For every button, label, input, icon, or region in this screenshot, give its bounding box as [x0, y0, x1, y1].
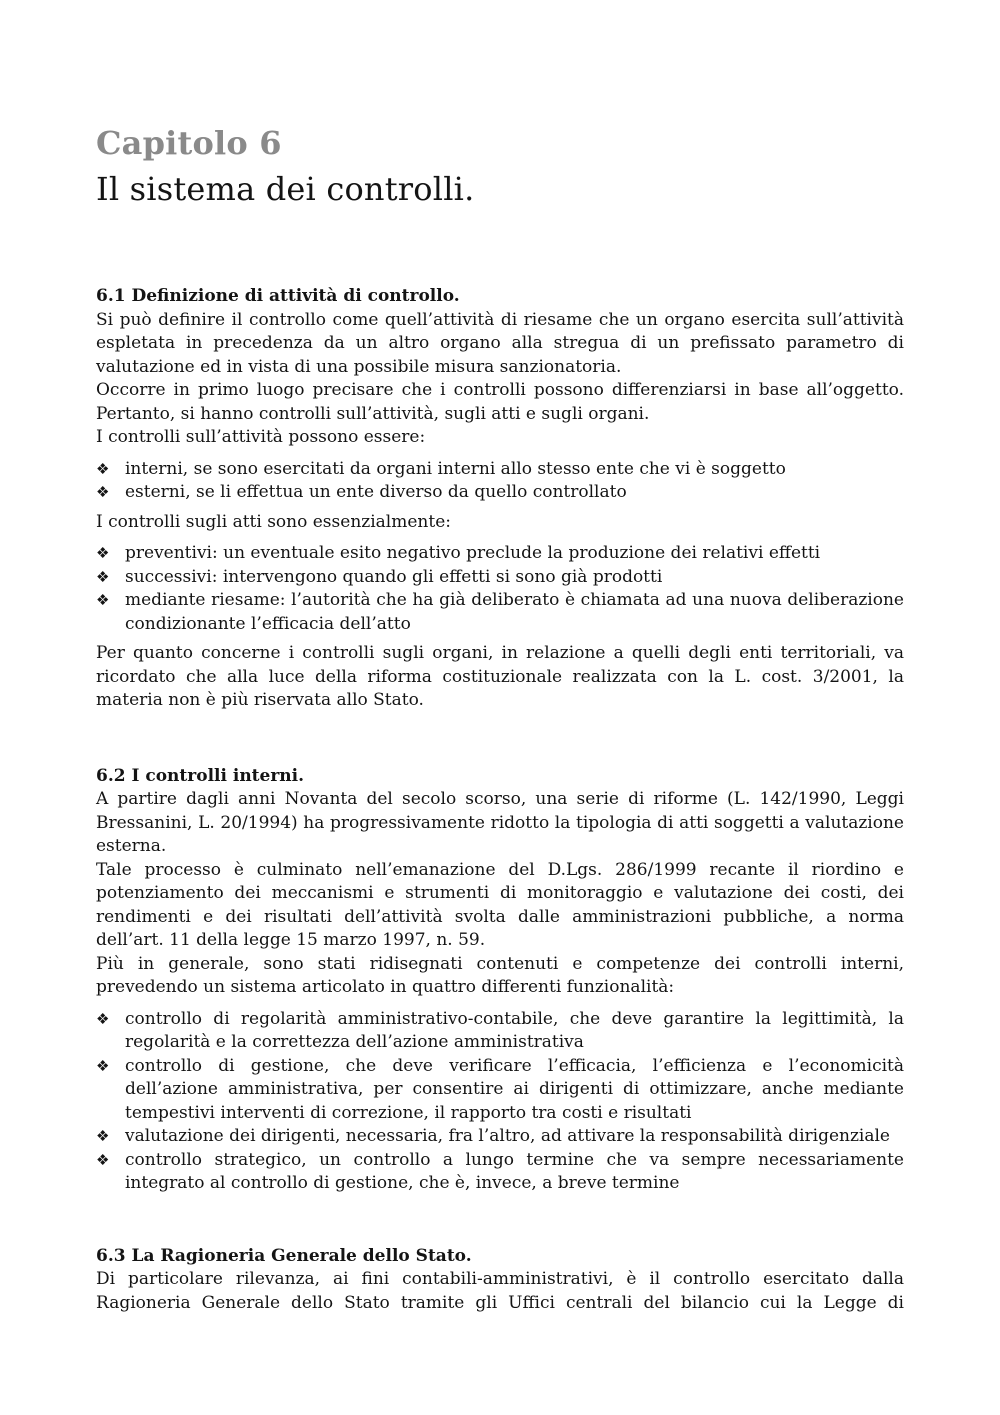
four-diamond-bullet-icon: ❖ — [96, 1150, 110, 1169]
list-item — [96, 1125, 904, 1149]
paragraph: Per quanto concerne i controlli sugli organi, in relazione a quelli degli enti territoriali, va ricordato che alla luce della riforma costituzionale realizzata con la L. cost. 3/2001, la materia non è più riservata allo Stato. — [96, 643, 904, 710]
paragraph: A partire dagli anni Novanta del secolo scorso, una serie di riforme (L. 142/1990, Leggi Bressanini, L. 20/1994) ha progressivamente ridotto la tipologia di atti soggetti a valutazione esterna. — [96, 789, 904, 856]
paragraph: I controlli sull’attività possono essere: — [96, 427, 426, 447]
chapter-label: Capitolo 6 — [96, 124, 282, 162]
four-diamond-bullet-icon: ❖ — [96, 459, 110, 478]
bullet-list — [96, 1008, 904, 1196]
section-heading: 6.2 I controlli interni. — [96, 765, 305, 786]
list-item-text: controllo di gestione, che deve verificare l’efficacia, l’efficienza e l’economicità dell’azione amministrativa, per consentire ai dirigenti di ottimizzare, anche mediante tempestivi interventi di correzione, il rapporto tra costi e risultati — [125, 1055, 904, 1123]
list-item-text: controllo strategico, un controllo a lungo termine che va sempre necessariamente integrato al controllo di gestione, che è, invece, a breve termine — [125, 1149, 904, 1193]
list-item-text: controllo di regolarità amministrativo-contabile, che deve garantire la legittimità, la regolarità e la correttezza dell’azione amministrativa — [125, 1008, 904, 1052]
paragraph: Si può definire il controllo come quell’attività di riesame che un organo esercita sull’attività espletata in precedenza da un altro organo alla stregua di un prefissato parametro di valutazione ed in vista di una possibile misura sanzionatoria. — [96, 309, 904, 377]
paragraph: I controlli sugli atti sono essenzialmente: — [96, 511, 451, 532]
list-item-text: valutazione dei dirigenti, necessaria, fra l’altro, ad attivare la responsabilità dirigenziale — [125, 1126, 890, 1146]
list-item-text: interni, se sono esercitati da organi interni allo stesso ente che vi è soggetto — [125, 458, 786, 479]
list-item — [96, 589, 904, 636]
section-6-2 — [96, 765, 904, 1196]
list-item — [96, 481, 904, 505]
list-item-text: esterni, se li effettua un ente diverso da quello controllato — [125, 482, 627, 502]
chapter-title: Il sistema dei controlli. — [96, 170, 475, 208]
paragraph: Tale processo è culminato nell’emanazione del D.Lgs. 286/1999 recante il riordino e potenziamento dei meccanismi e strumenti di monitoraggio e valutazione dei costi, dei rendimenti e dei risultati dell’attività svolta dalle amministrazioni pubbliche, a norma dell’art. 11 della legge 15 marzo 1997, n. 59. — [96, 859, 904, 950]
list-item — [96, 458, 904, 482]
list-item — [96, 566, 904, 590]
section-heading: 6.3 La Ragioneria Generale dello Stato. — [96, 1245, 472, 1266]
list-item — [96, 542, 904, 566]
section-6-3 — [96, 1245, 904, 1316]
bullet-list — [96, 458, 904, 505]
document-page — [96, 120, 904, 1315]
paragraph: Di particolare rilevanza, ai fini contabili-amministrativi, è il controllo esercitato dalla Ragioneria Generale dello Stato tramite gli Uffici centrali del bilancio cui la Legge di — [96, 1269, 904, 1313]
four-diamond-bullet-icon: ❖ — [96, 567, 110, 586]
section-heading: 6.1 Definizione di attività di controllo. — [96, 286, 460, 306]
bullet-list — [96, 542, 904, 636]
list-item — [96, 1055, 904, 1126]
list-item — [96, 1008, 904, 1055]
list-item-text: mediante riesame: l’autorità che ha già deliberato è chiamata ad una nuova deliberazione condizionante l’efficacia dell’atto — [125, 590, 904, 634]
list-item-text: preventivi: un eventuale esito negativo preclude la produzione dei relativi effetti — [125, 543, 821, 563]
four-diamond-bullet-icon: ❖ — [96, 1056, 110, 1075]
four-diamond-bullet-icon: ❖ — [96, 591, 110, 609]
list-item-text: successivi: intervengono quando gli effetti si sono già prodotti — [125, 566, 663, 587]
four-diamond-bullet-icon: ❖ — [96, 1127, 110, 1145]
paragraph: Più in generale, sono stati ridisegnati contenuti e competenze dei controlli interni, prevedendo un sistema articolato in quattro differenti funzionalità: — [96, 953, 904, 997]
list-item — [96, 1149, 904, 1196]
four-diamond-bullet-icon: ❖ — [96, 544, 110, 562]
four-diamond-bullet-icon: ❖ — [96, 1009, 110, 1028]
four-diamond-bullet-icon: ❖ — [96, 483, 110, 501]
section-6-1 — [96, 285, 904, 713]
paragraph: Occorre in primo luogo precisare che i controlli possono differenziarsi in base all’oggetto. Pertanto, si hanno controlli sull’attività, sugli atti e sugli organi. — [96, 380, 904, 424]
